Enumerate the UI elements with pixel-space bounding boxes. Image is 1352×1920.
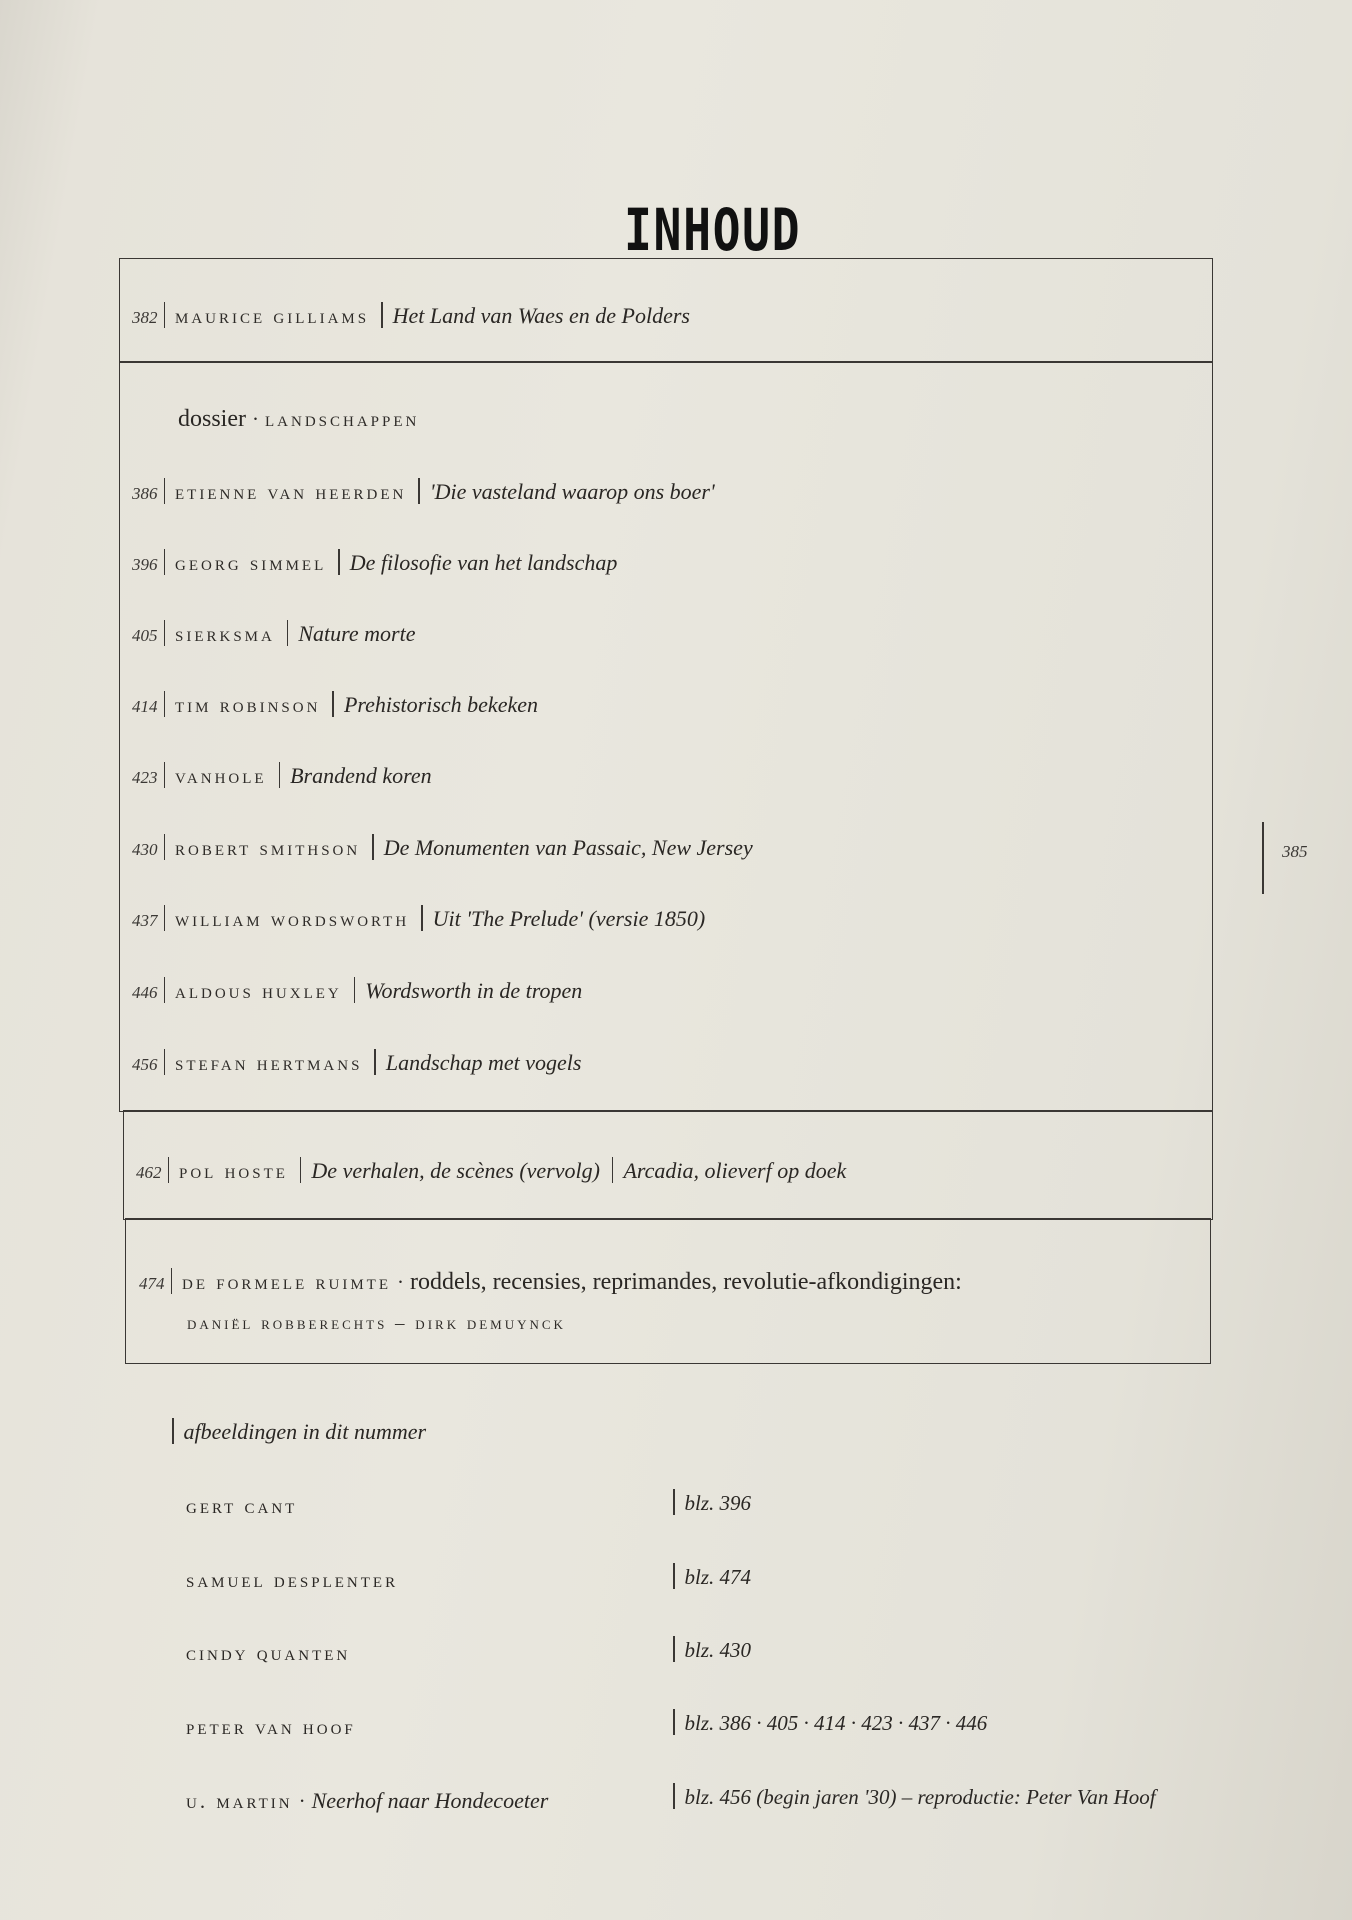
page-marker-bar — [1262, 822, 1264, 894]
page-title: INHOUD — [624, 196, 802, 264]
entry-author: maurice gilliams — [175, 304, 370, 328]
credit-name: gert cant — [186, 1494, 298, 1518]
toc-entry[interactable]: 414 tim robinson Prehistorisch bekeken — [132, 692, 538, 717]
toc-entry[interactable]: 396 georg simmel De filosofie van het landschap — [132, 550, 618, 575]
credit-name: peter van hoof — [186, 1715, 356, 1739]
toc-entry[interactable] — [132, 302, 690, 329]
entry-title: Het Land van Waes en de Polders — [392, 303, 690, 328]
toc-entry[interactable]: 430 robert smithson De Monumenten van Passaic, New Jersey — [132, 835, 753, 860]
credit-pages: blz. 430 — [673, 1636, 751, 1663]
credit-name: u. martin · Neerhof naar Hondecoeter — [186, 1788, 549, 1813]
toc-entry[interactable]: 474 de formele ruimte · roddels, recensies, reprimandes, revolutie-afkondigingen: — [139, 1269, 962, 1295]
credit-pages: blz. 386 · 405 · 414 · 423 · 437 · 446 — [673, 1709, 987, 1736]
ruimte-authors: daniël robberechts – dirk demuynck — [187, 1313, 566, 1334]
toc-entry[interactable]: 462 pol hoste De verhalen, de scènes (vervolg) Arcadia, olieverf op doek — [136, 1158, 847, 1183]
credit-name: cindy quanten — [186, 1641, 351, 1665]
page-number: 385 — [1282, 842, 1308, 861]
illustrations-heading: afbeeldingen in dit nummer — [172, 1418, 426, 1445]
toc-entry[interactable]: 437 william wordsworth Uit 'The Prelude' (versie 1850) — [132, 906, 706, 931]
toc-entry[interactable]: 456 stefan hertmans Landschap met vogels — [132, 1050, 582, 1075]
credit-name: samuel desplenter — [186, 1568, 399, 1592]
toc-entry[interactable]: 423 vanhole Brandend koren — [132, 763, 432, 788]
dossier-theme: landschappen — [265, 407, 420, 431]
toc-entry[interactable]: 446 aldous huxley Wordsworth in de tropen — [132, 978, 583, 1003]
credit-pages: blz. 456 (begin jaren '30) – reproductie: Peter Van Hoof — [673, 1783, 1156, 1810]
toc-entry[interactable]: 386 etienne van heerden 'Die vasteland waarop ons boer' — [132, 479, 715, 504]
credit-pages: blz. 474 — [673, 1563, 751, 1590]
dossier-heading: dossier · landschappen — [178, 406, 420, 432]
entry-page: 382 — [132, 308, 158, 327]
dossier-label: dossier — [178, 406, 246, 432]
credit-pages: blz. 396 — [673, 1489, 751, 1516]
toc-entry[interactable]: 405 sierksma Nature morte — [132, 621, 416, 646]
